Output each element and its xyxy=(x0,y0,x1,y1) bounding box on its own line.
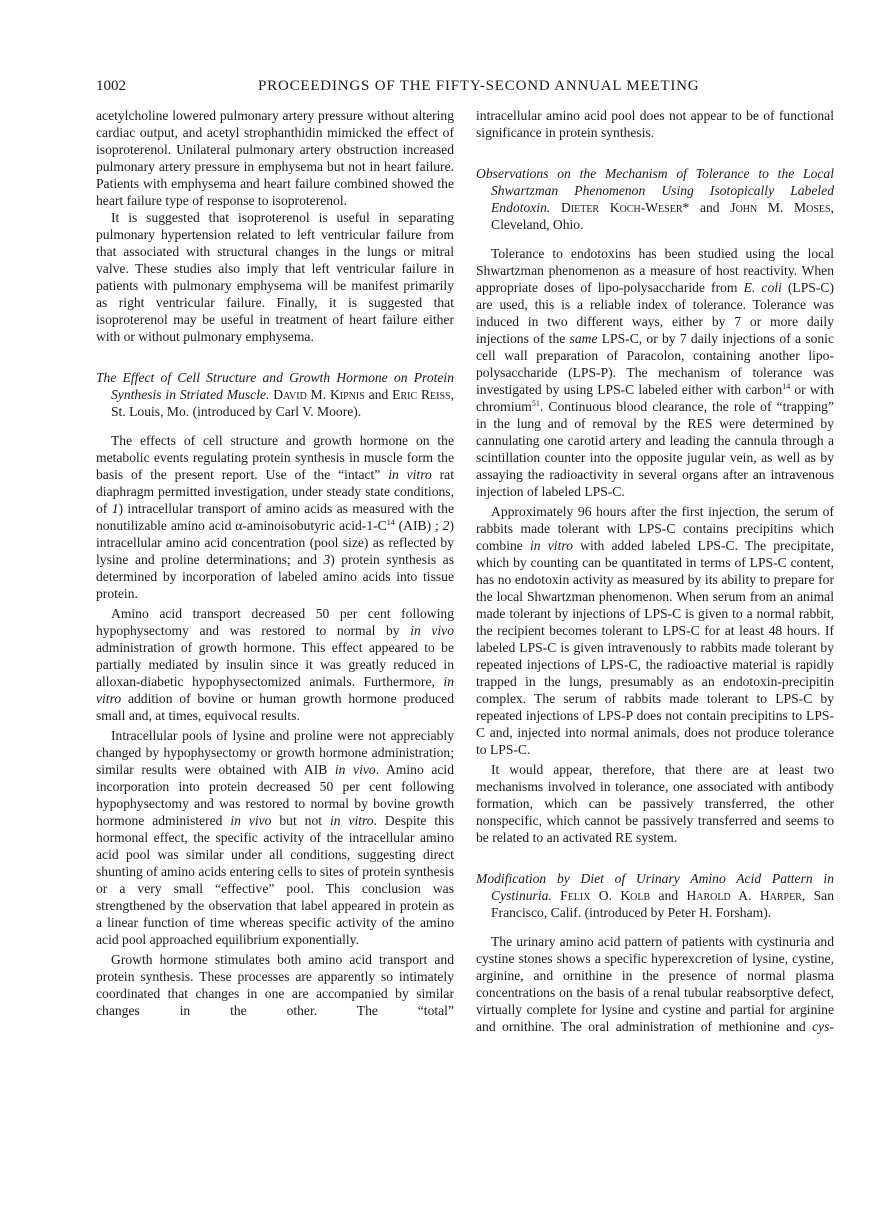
author-conjunction: and xyxy=(699,200,720,215)
author-name: Dieter Koch-Weser* xyxy=(560,200,690,215)
journal-title: PROCEEDINGS OF THE FIFTY-SECOND ANNUAL MEETING xyxy=(258,78,700,94)
author-conjunction: and xyxy=(368,387,389,402)
right-column xyxy=(476,107,834,1035)
page-number: 1002 xyxy=(96,78,126,94)
body-paragraph: Approximately 96 hours after the first injection, the serum of rabbits made tolerant with LPS-C contains precipitins which combine in vitro with added labeled LPS-C. The precipitate, which by counting can be quantitated in terms of LPS-C content, has no endotoxin activity as measured by its ability to prepare for the local Shwartzman phenomenon. When serum from an animal made tolerant by injections of LPS-C is given to a normal rabbit, the recipient becomes tolerant to LPS-C for at least 48 hours. If labeled LPS-C is given intravenously to rabbits made tolerant by repeated injections of LPS-C, the radioactive material is rapidly trapped in the lungs, presumably as an endotoxin-precipitin complex. The serum of rabbits made tolerant to LPS-C by repeated injections of LPS-P does not contain precipitins to LPS-C and, injected into normal animals, does not produce tolerance to LPS-C. xyxy=(476,504,834,757)
author-affiliation: , San Francisco, Calif. (introduced by Peter H. Forsham). xyxy=(491,888,834,920)
left-column xyxy=(96,107,454,1019)
continued-paragraph: It is suggested that isoproterenol is useful in separating pulmonary hypertension related to left ventricular failure from that associated with structural changes in the lungs or mitral valve. These studies also imply that left ventricular failure in patients with pulmonary emphysema will be manifest primarily as right ventricular failure. Finally, it is suggested that isoproterenol may be useful in treatment of heart failure either with or without pulmonary emphysema. xyxy=(96,210,454,344)
running-head xyxy=(96,76,834,96)
author-name: John M. Moses xyxy=(730,200,831,215)
body-paragraph: Growth hormone stimulates both amino acid transport and protein synthesis. These processes are apparently so intimately coordinated that changes in one are accompanied by similar changes in the other. The “total” xyxy=(96,952,454,1018)
body-paragraph: The effects of cell structure and growth hormone on the metabolic events regulating protein synthesis in muscle form the basis of the present report. Use of the “intact” in vitro rat diaphragm permitted investigation, under steady state conditions, of 1) intracellular transport of amino acids as measured with the nonutilizable amino acid α-aminoisobutyric acid-$1-C^{14}$ (AIB) ; 2) intracellular amino acid concentration (pool size) as reflected by lysine and proline determinations; and 3) protein synthesis as determined by incorporation of labeled amino acids into tissue protein. xyxy=(96,433,454,601)
article-heading xyxy=(476,165,834,233)
author-name: Harold A. Harper xyxy=(686,888,802,903)
author-name: Felix O. Kolb xyxy=(560,888,651,903)
author-affiliation: , Cleveland, Ohio. xyxy=(491,200,834,232)
body-paragraph: Intracellular pools of lysine and proline were not appreciably changed by hypophysectomy or growth hormone administration; similar results were obtained with AIB in vivo. Amino acid incorporation into protein decreased 50 per cent following hypophysectomy and was restored to normal by bovine growth hormone administered in vivo but not in vitro. Despite this hormonal effect, the specific activity of the intracellular amino acid pool was similar under all conditions, suggesting direct shunting of amino acids entering cells to sites of protein synthesis or a very small “effective” pool. This conclusion was strengthened by the observation that label appeared in protein as a linear function of time whereas specific activity of the amino acid pool approached equilibrium exponentially. xyxy=(96,728,454,947)
body-paragraph: Tolerance to endotoxins has been studied using the local Shwartzman phenomenon as a measure of host reactivity. When appropriate doses of lipo-polysaccharide from E. coli (LPS-C) are used, this is a reliable index of tolerance. Tolerance was induced in two different ways, either by 7 or more daily injections of the same LPS-C, or by 7 daily injections of a sonic cell wall preparation of Paracolon, containing another lipo-polysaccharide (LPS-P). The mechanism of tolerance was investigated by using LPS-C labeled either with carbon$^{14}$ or with chromium$^{51}$. Continuous blood clearance, the role of “trapping” in the lung and of removal by the RES were determined by cannulating one carotid artery and leading the cannula through a scintillation counter into the opposite jugular vein, as well as by assaying the radioactivity in several organs after an intravenous injection of labeled LPS-C. xyxy=(476,246,834,499)
body-paragraph: The urinary amino acid pattern of patients with cystinuria and cystine stones shows a specific hyperexcretion of lysine, cystine, arginine, and ornithine in the presence of normal plasma concentrations on the basis of a renal tubular reabsorptive defect, virtually complete for lysine and cystine and partial for arginine and ornithine. The oral administration of methionine and cys- xyxy=(476,934,834,1034)
body-paragraph: Amino acid transport decreased 50 per cent following hypophysectomy and was restored to normal by in vivo administration of growth hormone. This effect appeared to be partially mediated by insulin since it was greatly reduced in alloxan-diabetic hypophysectomized animals. Furthermore, in vitro addition of bovine or human growth hormone produced small and, at times, equivocal results. xyxy=(96,606,455,723)
author-name: Eric Reiss xyxy=(392,387,451,402)
body-paragraph: It would appear, therefore, that there are at least two mechanisms involved in tolerance, one associated with antibody formation, which can be passively transferred, the other nonspecific, which cannot be passively transferred and seems to be related to an activated RE system. xyxy=(476,762,834,845)
author-name: David M. Kipnis xyxy=(273,387,365,402)
article-title: Modification by Diet of Urinary Amino Acid Pattern in Cystinuria. xyxy=(476,871,834,903)
continued-paragraph: intracellular amino acid pool does not appear to be of functional significance in protein synthesis. xyxy=(476,108,834,140)
article-title: The Effect of Cell Structure and Growth Hormone on Protein Synthesis in Striated Muscle. xyxy=(96,370,454,402)
article-heading xyxy=(96,369,454,420)
continued-paragraph: acetylcholine lowered pulmonary artery pressure without altering cardiac output, and acetyl strophanthidin mimicked the effect of isoproterenol. Unilateral pulmonary artery obstruction increased pulmonary artery pressure in emphysema but not in heart failure. Patients with emphysema and heart failure combined showed the heart failure type of response to isoproterenol. xyxy=(96,108,454,208)
article-title: Observations on the Mechanism of Tolerance to the Local Shwartzman Phenomenon Using Isotopically Labeled Endotoxin. xyxy=(476,166,834,215)
author-affiliation: , St. Louis, Mo. (introduced by Carl V. Moore). xyxy=(111,387,455,419)
author-conjunction: and xyxy=(658,888,679,903)
article-heading xyxy=(476,870,834,921)
